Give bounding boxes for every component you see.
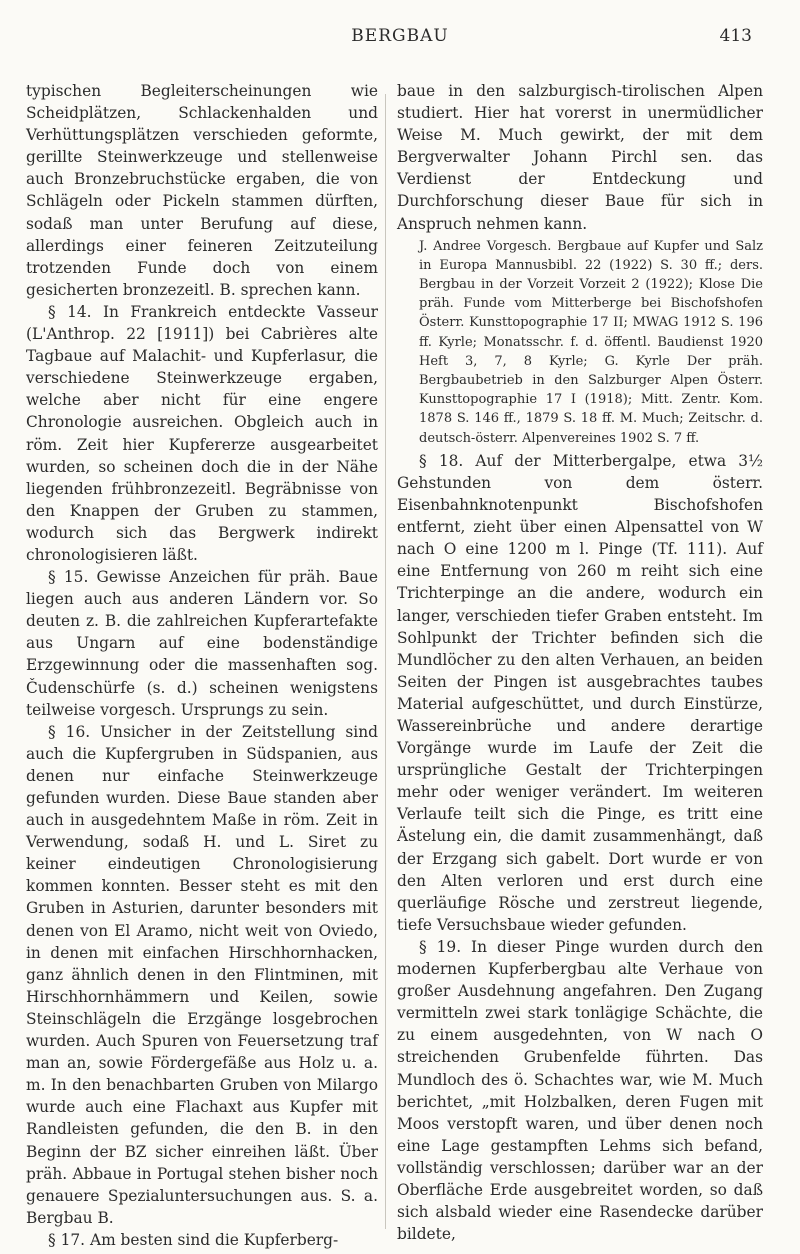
column-divider: [385, 94, 386, 1229]
page-header: [0, 26, 800, 66]
section-19-paragraph: § 19. In dieser Pinge wurden durch den modernen Kupferbergbau alte Verhaue von großer Ausdehnung angefahren. Den Zugang vermitteln zwei stark tonlägige Schächte, die zu einem ausgedehnten, von W nach O streichenden Grubenfelde führten. Das Mundloch des ö. Schachtes war, wie M. Much berichtet, „mit Holzbalken, deren Fugen mit Moos verstopft waren, und über denen noch eine Lage gestampften Lehms sich befand, vollständig verschlossen; darüber war an der Oberfläche Erde ausgebreitet worden, so daß sich alsbald wieder eine Rasendecke darüber bildete,: [397, 937, 763, 1244]
section-17-continuation: baue in den salzburgisch-tirolischen Alpen studiert. Hier hat vorerst in unermüdlicher Weise M. Much gewirkt, der mit dem Bergverwalter Johann Pirchl sen. das Verdienst der Entdeckung und Durchforschung dieser Baue für sich in Anspruch nehmen kann.: [397, 82, 763, 233]
section-14-paragraph: § 14. In Frankreich entdeckte Vasseur (L'Anthrop. 22 [1911]) bei Cabrières alte Tagbaue auf Malachit- und Kupferlasur, die verschiedene Steinwerkzeuge ergaben, welche aber nicht für eine engere Chronologie ausreichen. Obgleich auch in röm. Zeit hier Kupfererze ausgearbeitet wurden, so scheinen doch die in der Nähe liegenden frühbronzezeitl. Begräbnisse von den Knappen der Gruben zu stammen, wodurch sich das Bergwerk indirekt chronologisieren läßt.: [26, 302, 378, 564]
running-head-title: BERGBAU: [351, 26, 449, 46]
section-15-paragraph: § 15. Gewisse Anzeichen für präh. Baue liegen auch aus anderen Ländern vor. So deuten z. B. die zahlreichen Kupferartefakte aus Ungarn auf eine bodenständige Erzgewinnung oder die massenhaften sog. Čudenschürfe (s. d.) scheinen wenigstens teilweise vorgesch. Ursprungs zu sein.: [26, 568, 378, 719]
section-18-paragraph: § 18. Auf der Mitterbergalpe, etwa 3½ Gehstunden von dem österr. Eisenbahnknotenpunkt Bischofshofen entfernt, zieht über einen Alpensattel von W nach O eine 1200 m l. Pinge (Tf. 111). Auf eine Entfernung von 260 m reiht sich eine Trichterpinge an die andere, wodurch ein langer, verschieden tiefer Graben entsteht. Im Sohlpunkt der Trichter befinden sich die Mundlöcher zu den alten Verhauen, an beiden Seiten der Pingen ist ausgebrachtes taubes Material aufgeschüttet, und durch Einstürze, Wassereinbrüche und andere derartige Vorgänge wurde im Laufe der Zeit die ursprüngliche Gestalt der Trichterpingen mehr oder weniger verändert. Im weiteren Verlaufe teilt sich die Pinge, es tritt eine Ästelung ein, die damit zusammenhängt, daß der Erzgang sich gabelt. Dort wurde er von den Alten verloren und erst durch eine querläufige Rösche und zerstreut liegende, tiefe Versuchsbaue wieder gefunden.: [397, 451, 763, 934]
left-column: [26, 80, 378, 1251]
reference-block: J. Andree Vorgesch. Bergbaue auf Kupfer und Salz in Europa Mannusbibl. 22 (1922) S. 30 ff.; ders. Bergbau in der Vorzeit Vorzeit 2 (1922); Klose Die präh. Funde vom Mitterberge bei Bischofshofen Österr. Kunsttopographie 17 II; MWAG 1912 S. 196 ff. Kyrle; Monatsschr. f. d. öffentl. Baudienst 1920 Heft 3, 7, 8 Kyrle; G. Kyrle Der präh. Bergbaubetrieb in den Salzburger Alpen Österr. Kunsttopographie 17 I (1918); Mitt. Zentr. Kom. 1878 S. 146 ff., 1879 S. 18 ff. M. Much; Zeitschr. d. deutsch-österr. Alpenvereines 1902 S. 7 ff.: [419, 238, 763, 446]
paragraph-continuation: typischen Begleiterscheinungen wie Scheidplätzen, Schlackenhalden und Verhüttungsplätzen verschieden geformte, gerillte Steinwerkzeuge und stellenweise auch Bronzebruchstücke ergaben, die von Schlägeln oder Pickeln stammen dürften, sodaß man unter Berufung auf diese, allerdings einer feineren Zeitzuteilung trotzenden Funde doch von einem gesicherten bronzezeitl. B. sprechen kann.: [26, 82, 378, 299]
page-number: 413: [719, 26, 752, 46]
section-16-paragraph: § 16. Unsicher in der Zeitstellung sind auch die Kupfergruben in Südspanien, aus denen nur einfache Steinwerkzeuge gefunden wurden. Diese Baue standen aber auch in ausgedehntem Maße in röm. Zeit in Verwendung, sodaß H. und L. Siret zu keiner eindeutigen Chronologisierung kommen konnten. Besser steht es mit den Gruben in Asturien, darunter besonders mit denen von El Aramo, nicht weit von Oviedo, in denen mit einfachen Hirschhornhacken, ganz ähnlich denen in den Flintminen, mit Hirschhornhämmern und Keilen, sowie Steinschlägeln die Erzgänge losgebrochen wurden. Auch Spuren von Feuersetzung traf man an, sowie Fördergefäße aus Holz u. a. m. In den benachbarten Gruben von Milargo wurde auch eine Flachaxt aus Kupfer mit Randleisten gefunden, die den B. in den Beginn der BZ sicher einreihen läßt. Über präh. Abbaue in Portugal stehen bisher noch genauere Spezialuntersuchungen aus. S. a. Bergbau B.: [26, 722, 378, 1227]
right-column: [397, 80, 763, 1245]
section-17-start: § 17. Am besten sind die Kupferberg-: [48, 1230, 339, 1249]
